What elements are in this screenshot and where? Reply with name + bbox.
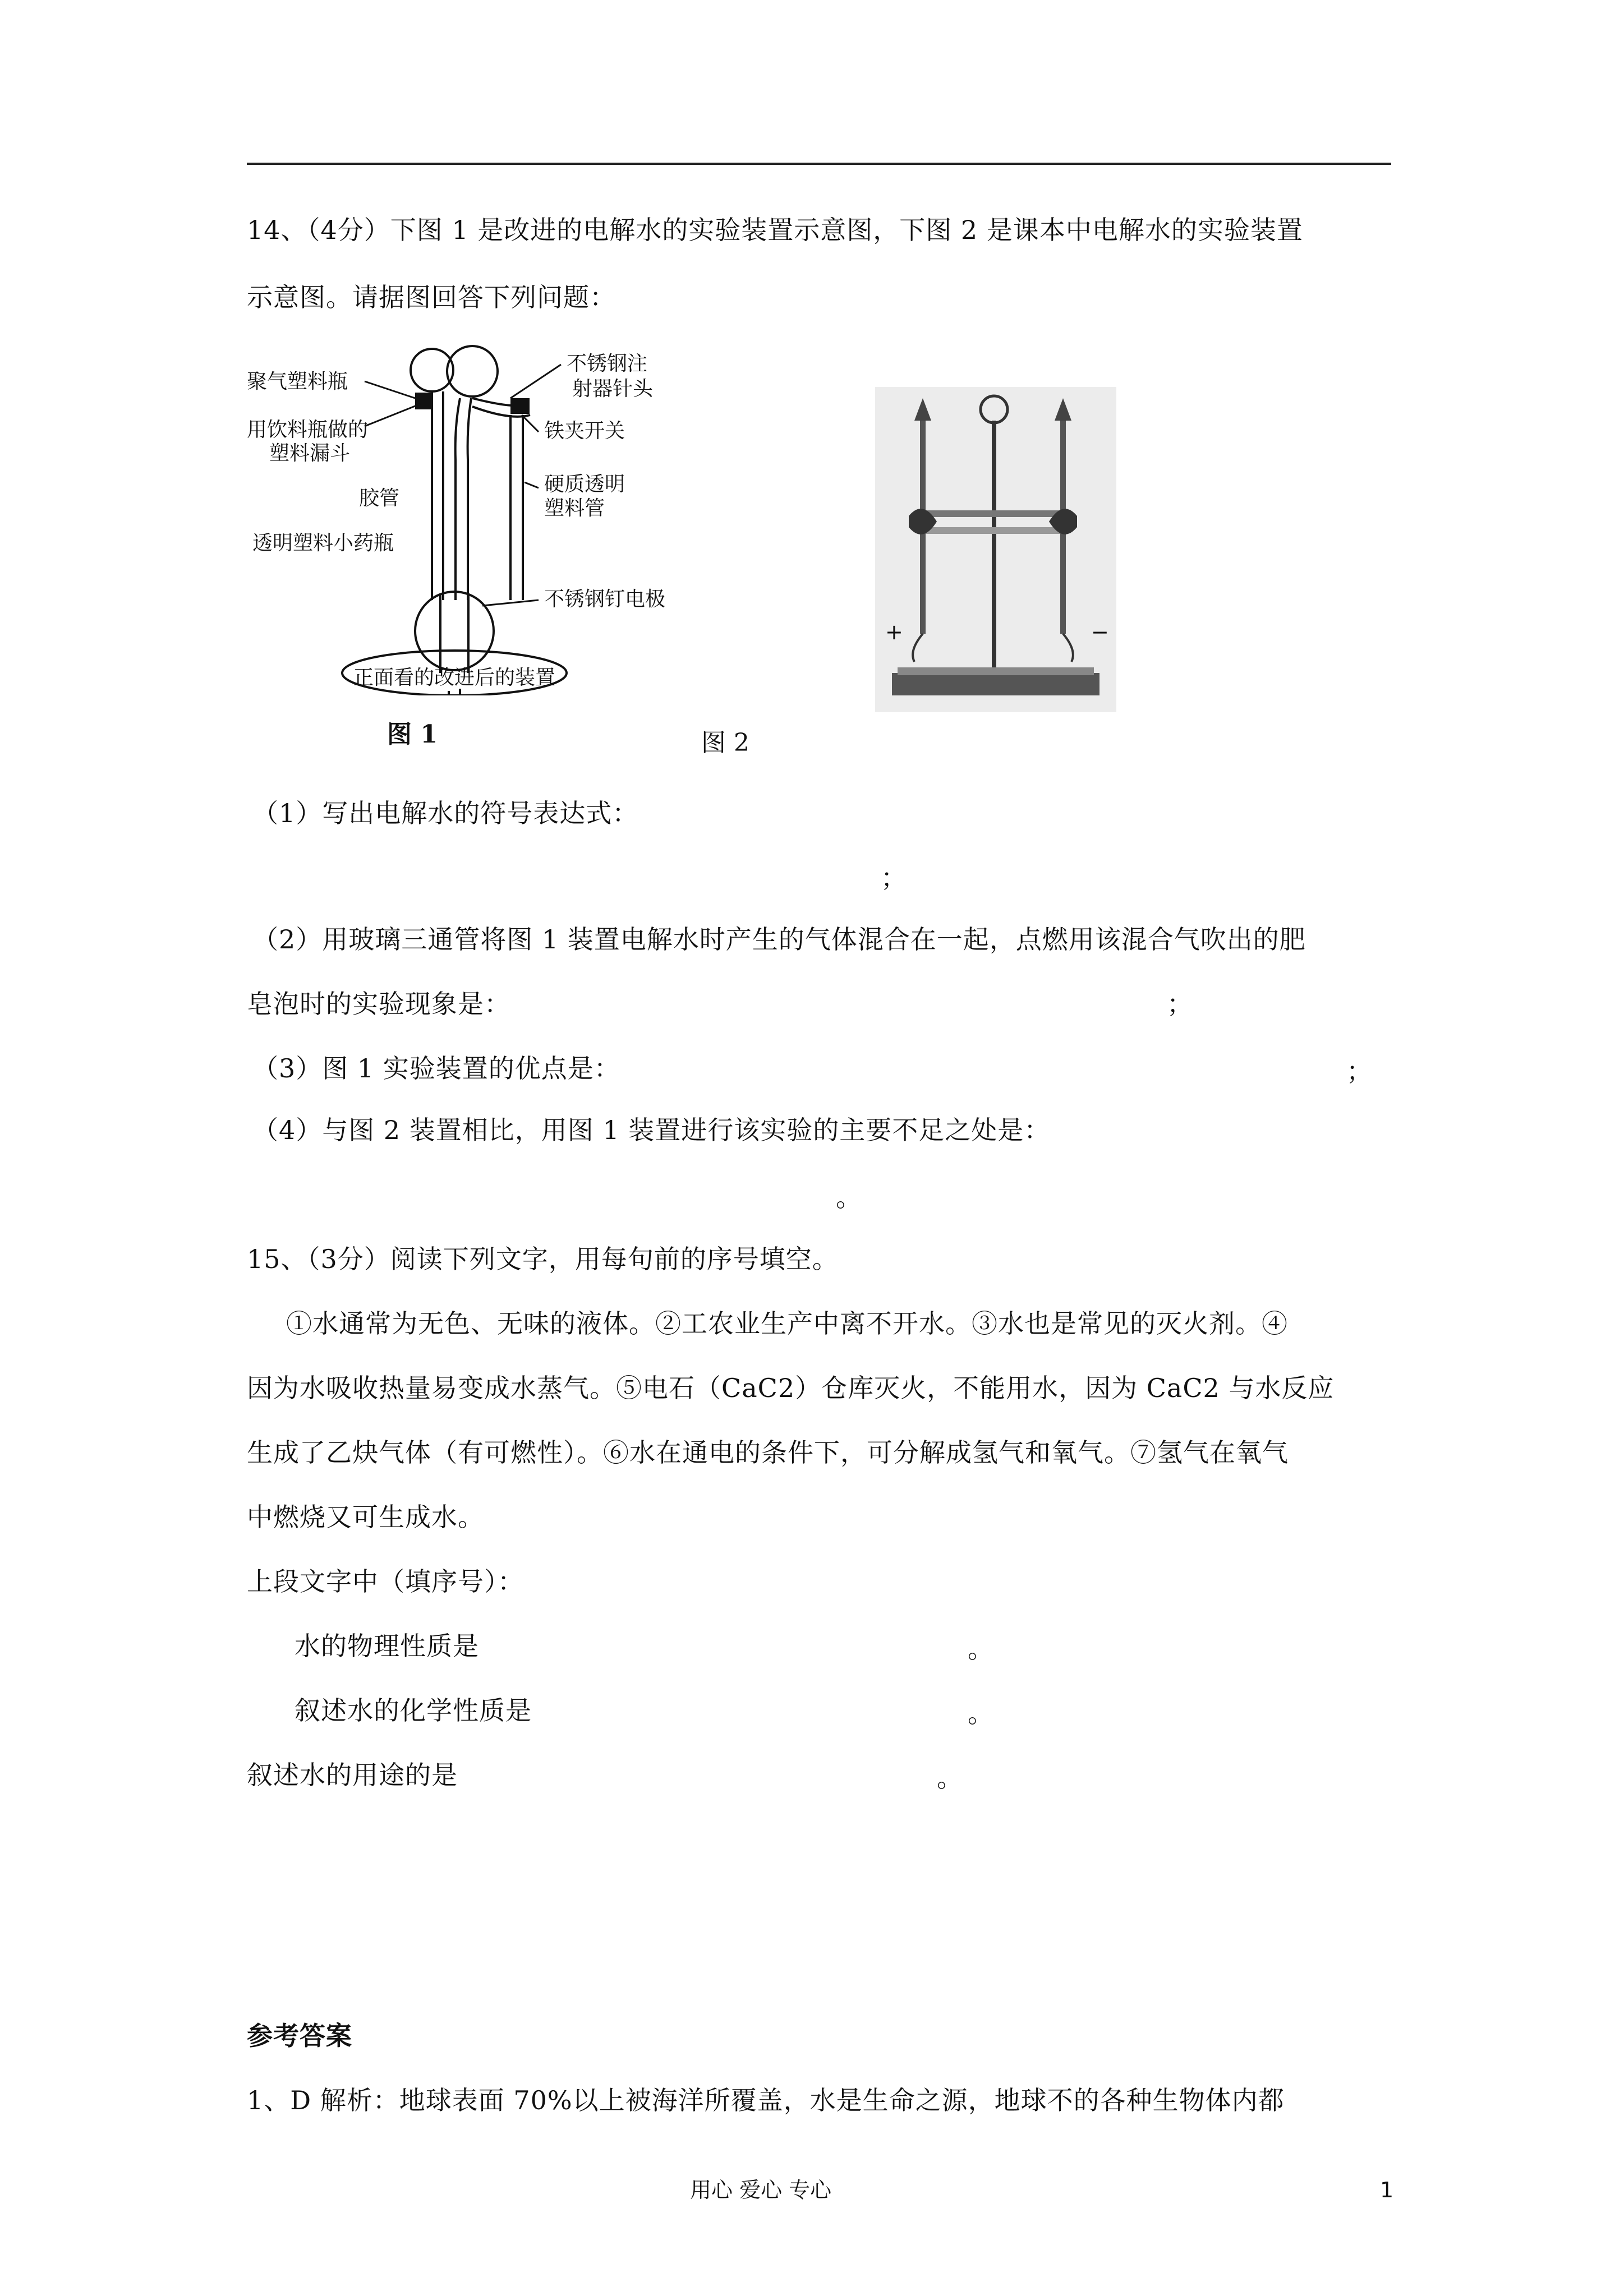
q15-chemical: 叙述水的化学性质是 [295,1695,532,1726]
label-needle-2: 射器针头 [572,377,654,400]
q15-paragraph-line-4: 中燃烧又可生成水。 [247,1502,484,1532]
q14-sub1-end: ； [881,863,907,893]
q14-sub2-end: ； [1167,989,1193,1019]
q14-sub1: （1）写出电解水的符号表达式： [252,798,639,828]
q15-physical: 水的物理性质是 [295,1631,479,1661]
q15-uses-end: 。 [937,1763,963,1793]
q15-prompt: 上段文字中（填序号）： [247,1566,524,1597]
q14-sub2-line-2: 皂泡时的实验现象是： [247,989,510,1019]
q14-line-1: 14、（4分）下图 1 是改进的电解水的实验装置示意图，下图 2 是课本中电解水的实验装置 [247,215,1303,245]
label-electrode: 不锈钢钉电极 [544,588,666,611]
q14-sub4: （4）与图 2 装置相比，用图 1 装置进行该实验的主要不足之处是： [252,1115,1051,1145]
figure-1-caption: 图 1 [387,720,438,749]
footer-motto: 用心 爱心 专心 [690,2178,832,2202]
answers-heading: 参考答案 [247,2021,352,2051]
label-collector: 聚气塑料瓶 [247,370,348,393]
label-tube-1: 硬质透明 [544,473,625,496]
label-funnel-1: 用饮料瓶做的 [247,418,369,441]
q14-sub3-end: ； [1346,1056,1372,1086]
q15-paragraph-line-3: 生成了乙炔气体（有可燃性）。⑥水在通电的条件下，可分解成氢气和氧气。⑦氢气在氧气 [247,1437,1289,1468]
q15-uses: 叙述水的用途的是 [247,1760,458,1790]
label-needle-1: 不锈钢注 [567,352,648,375]
q14-sub3: （3）图 1 实验装置的优点是： [252,1053,620,1084]
figure-2-caption: 图 2 [701,729,749,757]
q14-sub4-end: 。 [836,1182,862,1212]
header-rule [247,163,1391,165]
q14-line-2: 示意图。请据图回答下列问题： [247,282,616,312]
answer-1: 1、D 解析：地球表面 70%以上被海洋所覆盖，水是生命之源，地球不的各种生物体内都 [247,2085,1285,2115]
label-caption-inner: 正面看的改进后的装置 [353,666,556,689]
minus-terminal-label: − [1091,620,1109,644]
figure-2-photo [875,387,1116,712]
label-funnel-2: 塑料漏斗 [269,442,351,465]
q15-physical-end: 。 [968,1634,993,1664]
label-clamp: 铁夹开关 [544,419,625,442]
q15-paragraph-line-2: 因为水吸收热量易变成水蒸气。⑤电石（CaC2）仓库灭火，不能用水，因为 CaC2 与水反应 [247,1373,1335,1403]
label-tube-2: 塑料管 [544,497,605,520]
q15-title: 15、（3分）阅读下列文字，用每句前的序号填空。 [247,1244,839,1274]
label-hose: 胶管 [359,487,400,510]
page-number: 1 [1380,2178,1394,2202]
plus-terminal-label: + [885,620,903,644]
q15-paragraph-line-1: ①水通常为无色、无味的液体。②工农业生产中离不开水。③水也是常见的灭火剂。④ [286,1308,1288,1339]
label-vial: 透明塑料小药瓶 [252,532,394,555]
q14-sub2-line-1: （2）用玻璃三通管将图 1 装置电解水时产生的气体混合在一起，点燃用该混合气吹出的肥 [252,924,1306,955]
q15-chemical-end: 。 [968,1698,993,1728]
figure-1-diagram [247,336,673,695]
